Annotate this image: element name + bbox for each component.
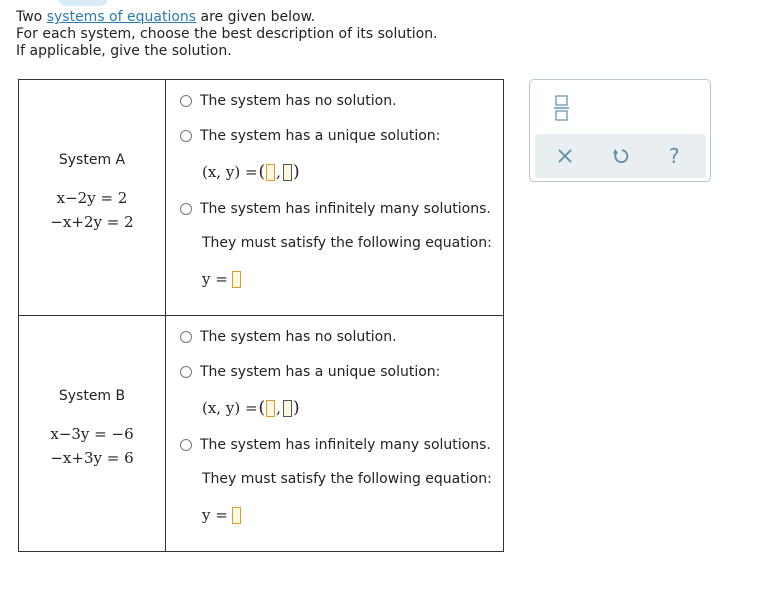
system-a-option-no-solution[interactable]: The system has no solution. [180,93,397,109]
system-b-cell [19,316,166,552]
fraction-icon[interactable] [552,94,572,122]
system-a-cell [19,80,166,316]
system-a-y-equation: y = [202,270,241,288]
system-a-satisfy-text: They must satisfy the following equation: [202,235,492,251]
system-a-equation-input[interactable] [232,271,241,288]
instructions-line-2: For each system, choose the best description of its solution. [16,26,438,42]
system-a-name: System A [58,152,126,168]
math-tool-panel [529,79,711,182]
system-b-xy-entry: (x, y) = ( , ) [202,398,300,418]
system-b-row [19,316,504,552]
radio-button[interactable] [180,130,192,142]
tool-action-bar [535,134,706,178]
system-a-option-unique[interactable]: The system has a unique solution: [180,128,440,144]
radio-button[interactable] [180,366,192,378]
instructions-line-1: Two systems of equations are given below. [16,9,316,25]
radio-button[interactable] [180,95,192,107]
system-a-options [166,80,504,316]
system-a-xy-entry: (x, y) = ( , ) [202,162,300,182]
system-b-option-no-solution[interactable]: The system has no solution. [180,329,397,345]
system-b-option-infinite[interactable]: The system has infinitely many solutions. [180,437,491,453]
system-b-eq-2: −x+3y = 6 [50,449,134,467]
instructions-line-3: If applicable, give the solution. [16,43,232,59]
system-b-option-unique[interactable]: The system has a unique solution: [180,364,440,380]
system-b-options [166,316,504,552]
x-icon[interactable] [555,146,575,166]
top-tab-indicator [58,0,108,6]
systems-of-equations-link[interactable]: systems of equations [46,9,197,25]
system-b-satisfy-text: They must satisfy the following equation: [202,471,492,487]
system-b-y-equation: y = [202,506,241,524]
system-b-eq-1: x−3y = −6 [50,425,134,443]
system-b-y-input[interactable] [283,400,292,417]
system-a-y-input[interactable] [283,164,292,181]
help-icon[interactable]: ? [669,144,680,168]
radio-button[interactable] [180,331,192,343]
system-b-x-input[interactable] [266,400,275,417]
system-a-eq-2: −x+2y = 2 [50,213,134,231]
system-a-x-input[interactable] [266,164,275,181]
radio-button[interactable] [180,203,192,215]
system-a-row [19,80,504,316]
system-a-eq-1: x−2y = 2 [56,189,128,207]
system-b-equations [19,422,165,470]
system-b-equation-input[interactable] [232,507,241,524]
system-a-equations [19,186,165,234]
system-a-option-infinite[interactable]: The system has infinitely many solutions. [180,201,491,217]
radio-button[interactable] [180,439,192,451]
systems-table [18,79,504,552]
system-b-name: System B [58,388,126,404]
undo-icon[interactable] [611,146,631,166]
instructions [16,9,438,60]
